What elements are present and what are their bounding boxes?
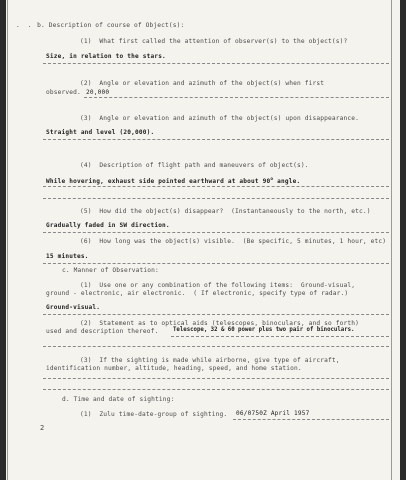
answer-b6: 15 minutes.	[46, 253, 89, 260]
question-c1-line2: ground - electronic, air electronic. ( If electronic, specify type of radar.)	[46, 290, 349, 297]
answer-b2-rule	[84, 97, 389, 98]
section-c-heading-row	[62, 267, 159, 275]
page-edge-left	[7, 0, 8, 480]
answer-b3: Straight and level (20,000).	[46, 129, 155, 136]
section-d-heading-row	[62, 396, 174, 404]
answer-c2-rule-2	[43, 346, 389, 347]
section-b-heading: Description of course of Object(s):	[48, 22, 185, 29]
answer-b6-rule	[43, 263, 389, 264]
document-page	[6, 0, 400, 480]
section-c-label: c.	[62, 267, 70, 274]
question-b3: (3) Angle or elevation and azimuth of the object(s) upon disappearance.	[80, 115, 360, 122]
answer-b5: Gradually faded in SW direction.	[46, 222, 170, 229]
question-b5: (5) How did the object(s) disappear? (Instantaneously to the north, etc.)	[80, 208, 371, 215]
answer-b3-rule	[43, 139, 389, 140]
section-b-label: b.	[37, 22, 45, 29]
answer-b4-rule	[43, 186, 389, 187]
degree-sign: o	[270, 177, 274, 182]
page-edge-right	[391, 0, 392, 480]
answer-b4	[46, 176, 300, 186]
answer-c1-rule	[43, 314, 389, 315]
section-b-heading-row: . . b. Description of course of Object(s):	[16, 22, 185, 29]
answer-b5-rule	[43, 232, 389, 233]
section-d-label: d.	[62, 396, 70, 403]
section-c-heading: Manner of Observation:	[73, 267, 159, 274]
answer-b4-text: While hovering, exhaust side pointed earthward at about 90	[46, 178, 271, 186]
section-d-heading: Time and date of sighting:	[73, 396, 175, 403]
answer-b4-rule-2	[43, 198, 389, 199]
answer-b4-end: angle.	[273, 178, 301, 186]
question-b2-line2: observed.	[46, 89, 81, 96]
question-c1-line1: (1) Use one or any combination of the following items: Ground-visual,	[80, 282, 356, 289]
answer-d1-rule	[233, 419, 389, 420]
question-c2-line2: used and description thereof.	[46, 328, 159, 335]
answer-b2: 20,000	[86, 89, 110, 96]
answer-d1: 06/0750Z April 1957	[236, 410, 310, 417]
answer-c3-rule	[43, 378, 389, 379]
page-number: 2	[40, 424, 45, 432]
answer-b1-rule	[43, 63, 389, 64]
answer-c3-rule-2	[43, 389, 389, 390]
answer-c2-rule	[171, 336, 389, 337]
question-c3-line1: (3) If the sighting is made while airborne, give type of aircraft,	[80, 357, 340, 364]
question-b4: (4) Description of flight path and maneuvers of object(s).	[80, 162, 309, 169]
answer-c2: Telescope, 32 & 60 power plus two pair of binoculars.	[173, 327, 355, 333]
question-d1: (1) Zulu time-date-group of sighting.	[80, 411, 228, 418]
question-b1: (1) What first called the attention of observer(s) to the object(s)?	[80, 38, 348, 45]
question-c2-line1: (2) Statement as to optical aids (telescopes, binoculars, and so forth)	[80, 320, 360, 327]
question-b2-line1: (2) Angle or elevation and azimuth of the object(s) when first	[80, 80, 325, 87]
answer-b1: Size, in relation to the stars.	[46, 53, 166, 60]
question-c3-line2: identification number, altitude, heading, speed, and home station.	[46, 365, 302, 372]
question-b6: (6) How long was the object(s) visible. (Be specific, 5 minutes, 1 hour, etc)	[80, 238, 387, 245]
answer-c1: Ground-visual.	[46, 304, 101, 311]
